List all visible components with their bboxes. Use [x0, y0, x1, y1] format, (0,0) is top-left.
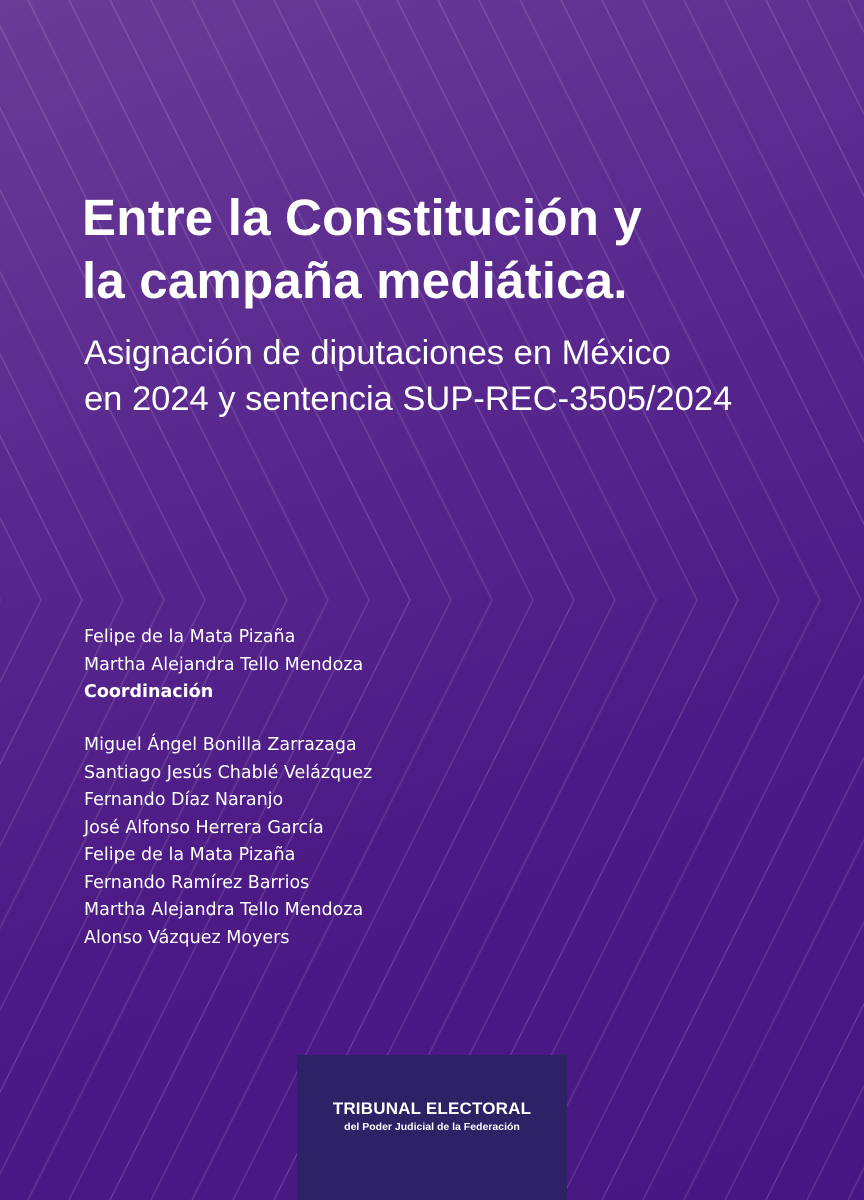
author-name: Miguel Ángel Bonilla Zarrazaga: [84, 735, 357, 755]
subtitle-line-2: en 2024 y sentencia SUP-REC-3505/2024: [84, 380, 733, 418]
author-name: Felipe de la Mata Pizaña: [84, 845, 296, 865]
chevron-stripe: [274, 0, 574, 1200]
chevron-stripe: [561, 0, 861, 1200]
publisher-name: TRIBUNAL ELECTORAL: [332, 1099, 532, 1118]
chevron-stripe: [0, 0, 41, 1200]
author-name: Fernando Ramírez Barrios: [84, 872, 310, 893]
chevron-stripe: [684, 0, 864, 1200]
author-name: Fernando Díaz Naranjo: [84, 790, 284, 810]
chevron-stripe: [725, 0, 864, 1200]
author-name: Martha Alejandra Tello Mendoza: [84, 900, 364, 920]
chevron-stripe: [0, 0, 205, 1200]
coordinator-name: Felipe de la Mata Pizaña: [84, 627, 296, 647]
author-name: Santiago Jesús Chablé Velázquez: [84, 762, 373, 783]
chevron-stripe: [643, 0, 864, 1200]
chevron-stripe: [397, 0, 697, 1200]
author-name: José Alfonso Herrera García: [84, 817, 324, 838]
chevron-stripe: [151, 0, 451, 1200]
chevron-stripe: [0, 0, 287, 1200]
book-subtitle: [84, 330, 844, 422]
chevron-stripe: [192, 0, 492, 1200]
coordination-label: Coordinación: [84, 682, 214, 702]
chevron-stripe: [479, 0, 779, 1200]
chevron-stripe: [28, 0, 328, 1200]
chevron-stripe: [233, 0, 533, 1200]
chevron-stripe: [69, 0, 369, 1200]
coordinator-name: Martha Alejandra Tello Mendoza: [84, 654, 364, 675]
chevron-stripe: [0, 0, 123, 1200]
author-name: Alonso Vázquez Moyers: [84, 927, 290, 948]
coordinators-block: [84, 624, 484, 707]
chevron-stripe: [520, 0, 820, 1200]
publisher-logo-box: [297, 1055, 567, 1200]
title-line-1: Entre la Constitución y: [82, 189, 642, 246]
chevron-stripe: [110, 0, 410, 1200]
chevron-stripe: [438, 0, 738, 1200]
title-line-2: la campaña mediática.: [82, 252, 628, 309]
publisher-subtitle: del Poder Judicial de la Federación: [344, 1121, 520, 1133]
subtitle-line-1: Asignación de diputaciones en México: [84, 334, 671, 372]
chevron-stripe: [315, 0, 615, 1200]
authors-list: [84, 732, 484, 952]
chevron-stripe: [356, 0, 656, 1200]
book-title: [82, 186, 842, 312]
